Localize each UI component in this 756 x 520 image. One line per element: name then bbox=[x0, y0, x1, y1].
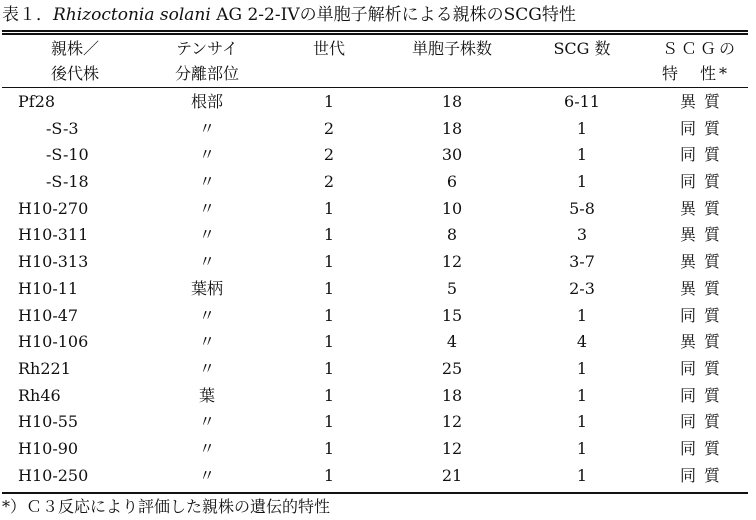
cell-scg-trait: 同質 bbox=[679, 118, 728, 138]
table-row bbox=[2, 463, 748, 490]
cell-strain: H10-11 bbox=[18, 278, 79, 298]
cell-spore-count: 10 bbox=[441, 198, 463, 218]
cell-generation: 1 bbox=[323, 198, 335, 218]
cell-scg-count: 3-7 bbox=[569, 252, 595, 272]
cell-spore-count: 15 bbox=[441, 305, 463, 325]
cell-spore-count: 18 bbox=[441, 385, 463, 405]
cell-scg-trait: 同質 bbox=[679, 172, 728, 192]
table-row bbox=[2, 249, 748, 276]
cell-scg-trait: 異質 bbox=[679, 92, 728, 111]
cell-scg-count: 5-8 bbox=[569, 198, 595, 218]
cell-spore-count: 5 bbox=[446, 278, 458, 298]
cell-isolation-site: 〃 bbox=[198, 252, 215, 272]
cell-strain: Rh46 bbox=[18, 385, 61, 405]
cell-scg-count: 1 bbox=[576, 118, 588, 138]
cell-spore-count: 12 bbox=[441, 438, 463, 458]
cell-scg-count: 6-11 bbox=[564, 92, 600, 111]
table-row bbox=[2, 329, 748, 356]
cell-isolation-site: 〃 bbox=[198, 145, 215, 165]
cell-generation: 1 bbox=[323, 225, 335, 245]
top-rule-outer bbox=[2, 30, 748, 32]
cell-isolation-site: 〃 bbox=[198, 332, 215, 352]
header-row-2 bbox=[2, 61, 748, 87]
cell-isolation-site: 〃 bbox=[198, 438, 215, 458]
cell-strain: H10-270 bbox=[18, 198, 89, 218]
cell-scg-count: 4 bbox=[576, 332, 588, 352]
cell-scg-count: 1 bbox=[576, 465, 588, 485]
table-row bbox=[2, 116, 748, 143]
cell-spore-count: 4 bbox=[446, 332, 458, 352]
header-scg-count: SCG 数 bbox=[553, 39, 611, 58]
header-isolation-site: 分離部位 bbox=[174, 64, 239, 83]
cell-isolation-site: 〃 bbox=[198, 305, 215, 325]
cell-scg-trait: 同質 bbox=[679, 465, 728, 485]
table-row bbox=[2, 383, 748, 410]
cell-scg-trait: 異質 bbox=[679, 252, 728, 272]
cell-spore-count: 25 bbox=[441, 358, 463, 378]
cell-strain: H10-311 bbox=[18, 225, 89, 245]
cell-isolation-site: 〃 bbox=[198, 118, 215, 138]
top-rule-inner bbox=[2, 33, 748, 35]
cell-isolation-site: 〃 bbox=[198, 172, 215, 192]
cell-generation: 1 bbox=[323, 305, 335, 325]
table-row bbox=[2, 276, 748, 303]
cell-scg-count: 1 bbox=[576, 412, 588, 432]
cell-isolation-site: 〃 bbox=[198, 198, 215, 218]
table-caption bbox=[2, 4, 576, 26]
footnote: *）Ｃ３反応により評価した親株の遺伝的特性 bbox=[2, 497, 331, 516]
cell-strain: H10-313 bbox=[18, 252, 89, 272]
cell-isolation-site: 葉 bbox=[198, 385, 215, 405]
cell-spore-count: 12 bbox=[441, 412, 463, 432]
cell-generation: 1 bbox=[323, 278, 335, 298]
header-strain: 親株／ bbox=[50, 39, 99, 58]
cell-spore-count: 18 bbox=[441, 118, 463, 138]
cell-isolation-site: 〃 bbox=[198, 225, 215, 245]
cell-spore-count: 21 bbox=[441, 465, 463, 485]
cell-strain: H10-106 bbox=[18, 332, 89, 352]
cell-strain: H10-250 bbox=[18, 465, 89, 485]
cell-isolation-site: 〃 bbox=[198, 465, 215, 485]
cell-strain: -S-18 bbox=[46, 172, 89, 192]
cell-strain: -S-3 bbox=[46, 118, 79, 138]
cell-spore-count: 18 bbox=[441, 92, 463, 111]
cell-isolation-site: 〃 bbox=[198, 412, 215, 432]
header-generation: 世代 bbox=[312, 39, 345, 58]
cell-scg-trait: 同質 bbox=[679, 358, 728, 378]
cell-spore-count: 6 bbox=[446, 172, 458, 192]
cell-generation: 2 bbox=[323, 172, 335, 192]
cell-scg-trait: 異質 bbox=[679, 198, 728, 218]
header-scg-trait: ＳＣＧの bbox=[662, 39, 739, 58]
cell-strain: Rh221 bbox=[18, 358, 71, 378]
header-progeny: 後代株 bbox=[50, 64, 99, 83]
cell-generation: 2 bbox=[323, 118, 335, 138]
header-trait-label: 特 性* bbox=[662, 64, 731, 83]
cell-spore-count: 12 bbox=[441, 252, 463, 272]
table-row bbox=[2, 142, 748, 169]
cell-scg-trait: 同質 bbox=[679, 412, 728, 432]
cell-generation: 1 bbox=[323, 385, 335, 405]
cell-generation: 1 bbox=[323, 252, 335, 272]
bottom-rule bbox=[2, 492, 748, 494]
cell-strain: -S-10 bbox=[46, 145, 89, 165]
cell-scg-count: 1 bbox=[576, 172, 588, 192]
cell-scg-trait: 同質 bbox=[679, 385, 728, 405]
cell-scg-count: 1 bbox=[576, 305, 588, 325]
cell-strain: H10-55 bbox=[18, 412, 79, 432]
cell-scg-count: 1 bbox=[576, 438, 588, 458]
cell-scg-count: 1 bbox=[576, 385, 588, 405]
table-row bbox=[2, 222, 748, 249]
cell-scg-trait: 同質 bbox=[679, 305, 728, 325]
cell-strain: H10-47 bbox=[18, 305, 79, 325]
table-row bbox=[2, 196, 748, 223]
cell-scg-count: 2-3 bbox=[569, 278, 595, 298]
cell-isolation-site: 葉柄 bbox=[190, 278, 223, 298]
caption-species: Rhizoctonia solani bbox=[53, 5, 211, 25]
cell-generation: 1 bbox=[323, 358, 335, 378]
cell-isolation-site: 〃 bbox=[198, 358, 215, 378]
table-body bbox=[2, 89, 748, 489]
cell-isolation-site: 根部 bbox=[190, 92, 223, 111]
header-rule bbox=[2, 87, 748, 88]
header-spore-count: 単胞子株数 bbox=[411, 39, 492, 58]
header-part: テンサイ bbox=[175, 39, 239, 58]
table-row bbox=[2, 303, 748, 330]
header-row-1 bbox=[2, 36, 748, 62]
table-row bbox=[2, 409, 748, 436]
cell-generation: 1 bbox=[323, 92, 335, 111]
cell-scg-trait: 同質 bbox=[679, 438, 728, 458]
cell-generation: 1 bbox=[323, 412, 335, 432]
cell-strain: Pf28 bbox=[18, 92, 56, 111]
cell-spore-count: 8 bbox=[446, 225, 458, 245]
cell-generation: 1 bbox=[323, 465, 335, 485]
cell-scg-count: 1 bbox=[576, 145, 588, 165]
cell-generation: 1 bbox=[323, 438, 335, 458]
cell-scg-trait: 異質 bbox=[679, 278, 728, 298]
table-row bbox=[2, 89, 748, 116]
cell-scg-trait: 同質 bbox=[679, 145, 728, 165]
cell-strain: H10-90 bbox=[18, 438, 79, 458]
cell-scg-count: 1 bbox=[576, 358, 588, 378]
cell-scg-count: 3 bbox=[576, 225, 588, 245]
cell-scg-trait: 異質 bbox=[679, 332, 728, 352]
caption-prefix: 表１． bbox=[2, 5, 53, 25]
cell-generation: 2 bbox=[323, 145, 335, 165]
table-row bbox=[2, 169, 748, 196]
table-row bbox=[2, 436, 748, 463]
table-row bbox=[2, 356, 748, 383]
cell-spore-count: 30 bbox=[441, 145, 463, 165]
caption-suffix: AG 2-2-IVの単胞子解析による親株のSCG特性 bbox=[210, 5, 576, 25]
cell-scg-trait: 異質 bbox=[679, 225, 728, 245]
cell-generation: 1 bbox=[323, 332, 335, 352]
